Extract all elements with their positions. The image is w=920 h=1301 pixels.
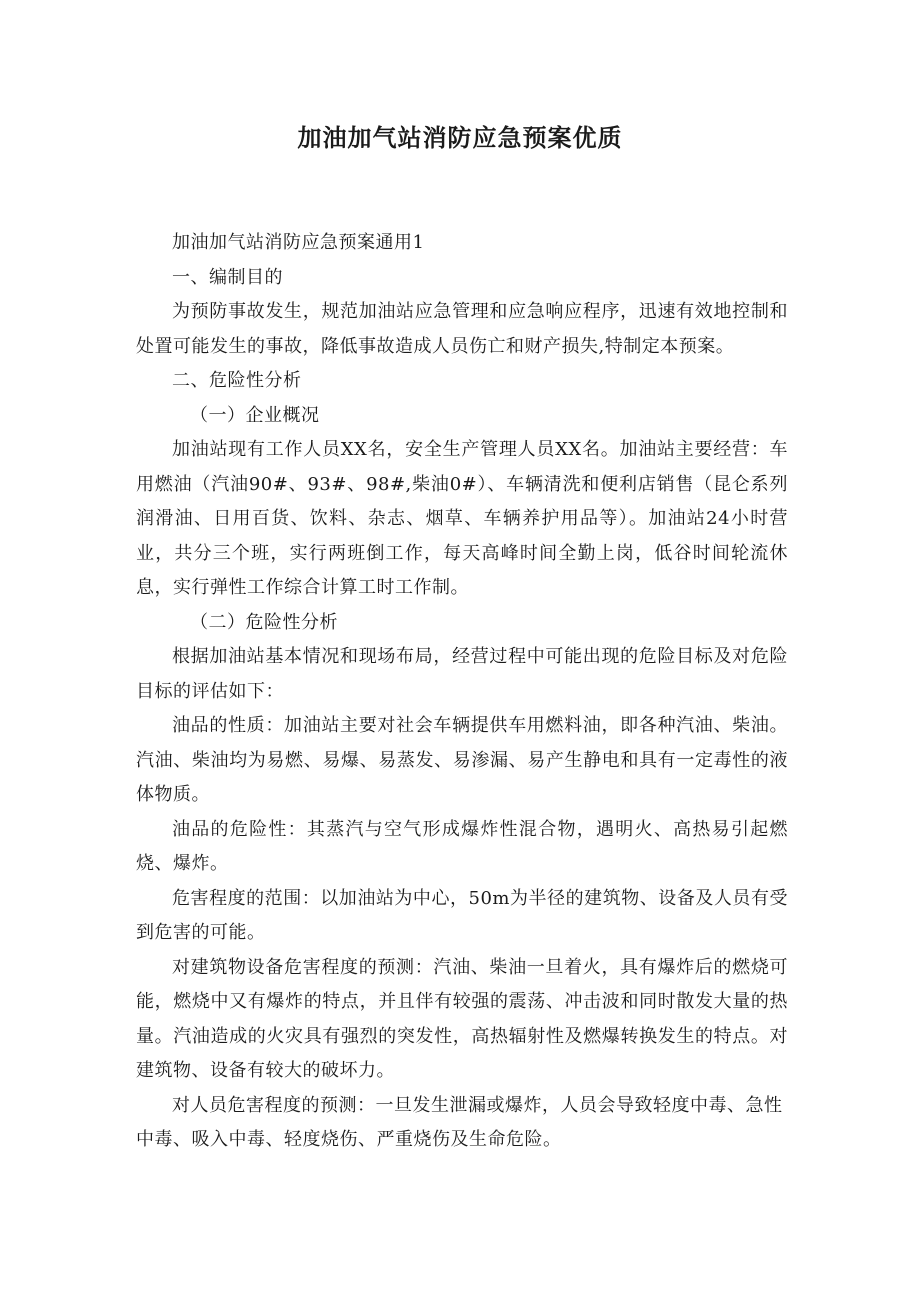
paragraph-hazard-range: 危害程度的范围：以加油站为中心，50m为半径的建筑物、设备及人员有受到危害的可能。 <box>136 887 788 943</box>
paragraph-purpose: 为预防事故发生，规范加油站应急管理和应急响应程序，迅速有效地控制和处置可能发生的事故，降低事故造成人员伤亡和财产损失,特制定本预案。 <box>136 301 788 357</box>
paragraph-risk-intro: 根据加油站基本情况和现场布局，经营过程中可能出现的危险目标及对危险目标的评估如下： <box>136 646 788 702</box>
paragraph-oil-hazard: 油品的危险性：其蒸汽与空气形成爆炸性混合物，遇明火、高热易引起燃烧、爆炸。 <box>136 818 788 874</box>
paragraph-overview: 加油站现有工作人员XX名，安全生产管理人员XX名。加油站主要经营：车用燃油（汽油90#、93#、98#,柴油0#）、车辆清洗和便利店销售（昆仑系列润滑油、日用百货、饮料、杂志、烟草、车辆养护用品等）。加油站24小时营业，共分三个班，实行两班倒工作，每天高峰时间全勤上岗，低谷时间轮流休息，实行弹性工作综合计算工时工作制。 <box>136 439 788 598</box>
subsection-heading-risk-analysis: （二）危险性分析 <box>190 611 338 633</box>
document-title: 加油加气站消防应急预案优质 <box>297 124 623 152</box>
paragraph-oil-properties: 油品的性质：加油站主要对社会车辆提供车用燃料油，即各种汽油、柴油。汽油、柴油均为易燃、易爆、易蒸发、易渗漏、易产生静电和具有一定毒性的液体物质。 <box>136 715 788 805</box>
section-heading-purpose: 一、编制目的 <box>172 266 283 288</box>
document-body <box>136 226 788 1158</box>
paragraph-personnel-hazard: 对人员危害程度的预测：一旦发生泄漏或爆炸，人员会导致轻度中毒、急性中毒、吸入中毒、轻度烧伤、严重烧伤及生命危险。 <box>136 1094 783 1150</box>
paragraph-building-hazard: 对建筑物设备危害程度的预测：汽油、柴油一旦着火，具有爆炸后的燃烧可能，燃烧中又有爆炸的特点，并且伴有较强的震荡、冲击波和同时散发大量的热量。汽油造成的火灾具有强烈的突发性，高热辐射性及燃爆转换发生的特点。对建筑物、设备有较大的破坏力。 <box>136 956 788 1081</box>
subsection-heading-overview: （一）企业概况 <box>190 404 320 426</box>
section-heading-risk: 二、危险性分析 <box>172 370 302 391</box>
doc-subtitle: 加油加气站消防应急预案通用1 <box>172 232 425 253</box>
